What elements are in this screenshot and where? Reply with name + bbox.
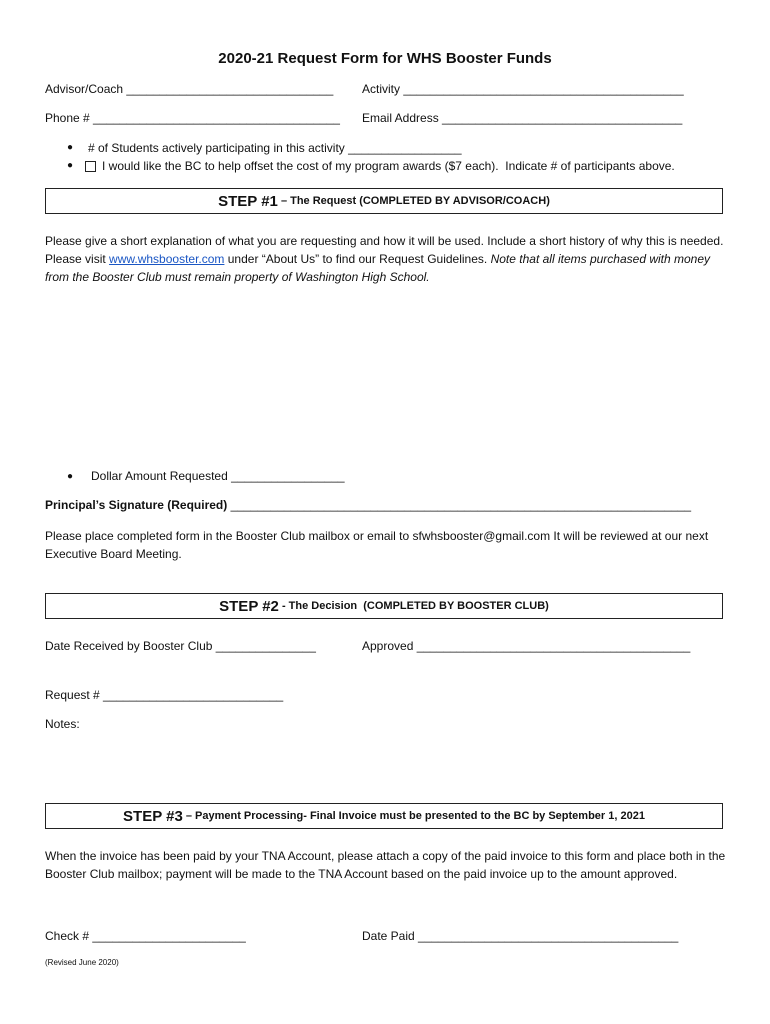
check-number-field[interactable]: Check # _______________________ xyxy=(45,929,246,943)
awards-label: I would like the BC to help offset the cost of my program awards ($7 each). Indicate # of participants above. xyxy=(102,159,675,173)
phone-field[interactable]: Phone # _____________________________________ xyxy=(45,111,340,125)
approved-field[interactable]: Approved _________________________________________ xyxy=(362,639,691,653)
step3-instructions: When the invoice has been paid by your TNA Account, please attach a copy of the paid invoice to this form and place both in the Booster Club mailbox; payment will be made to the TNA Account based on the paid invoice up to the amount approved. xyxy=(45,849,726,881)
principal-line: _____________________________________________________________________ xyxy=(227,498,692,512)
step1-header xyxy=(45,188,723,214)
awards-checkbox[interactable] xyxy=(85,161,96,172)
form-title: 2020-21 Request Form for WHS Booster Funds xyxy=(218,50,552,67)
step2-number: STEP #2 xyxy=(219,597,279,615)
revision-note: (Revised June 2020) xyxy=(45,958,119,967)
step1-subtitle: – The Request (COMPLETED BY ADVISOR/COACH) xyxy=(277,195,550,207)
step1-instructions xyxy=(45,232,730,286)
advisor-field[interactable]: Advisor/Coach _______________________________ xyxy=(45,82,334,96)
dollar-amount-field[interactable]: Dollar Amount Requested _________________ xyxy=(91,469,345,483)
instructions-text-2: under “About Us” to find our Request Guidelines. xyxy=(224,252,491,266)
bullet-icon: ● xyxy=(67,142,74,153)
activity-field[interactable]: Activity __________________________________________ xyxy=(362,82,684,96)
students-field[interactable]: # of Students actively participating in this activity _________________ xyxy=(88,141,462,155)
bullet-icon: ● xyxy=(67,160,74,171)
principal-signature-field[interactable] xyxy=(45,498,691,512)
date-paid-field[interactable]: Date Paid _______________________________________ xyxy=(362,929,679,943)
step3-subtitle: – Payment Processing- Final Invoice must be presented to the BC by September 1, 2021 xyxy=(182,810,645,822)
notes-label: Notes: xyxy=(45,717,80,731)
date-received-field[interactable]: Date Received by Booster Club _______________ xyxy=(45,639,316,653)
booster-link[interactable]: www.whsbooster.com xyxy=(109,252,225,266)
step3-number: STEP #3 xyxy=(123,807,183,825)
step1-number: STEP #1 xyxy=(218,192,278,210)
step2-subtitle: - The Decision (COMPLETED BY BOOSTER CLUB) xyxy=(278,600,549,612)
step2-header xyxy=(45,593,723,619)
email-field[interactable]: Email Address ____________________________________ xyxy=(362,111,683,125)
step3-header xyxy=(45,803,723,829)
instructions-note: Note that all items purchased with money from the Booster Club must remain property of Washington High School. xyxy=(45,252,711,284)
principal-label: Principal’s Signature (Required) xyxy=(45,498,228,512)
request-number-field[interactable]: Request # ___________________________ xyxy=(45,688,284,702)
instructions-text: Please give a short explanation of what you are requesting and how it will be used. Include a short history of why this is needed. Please visit xyxy=(45,234,724,266)
bullet-icon: ● xyxy=(67,471,74,482)
submit-note: Please place completed form in the Booster Club mailbox or email to sfwhsbooster@gmail.com It will be reviewed at our next Executive Board Meeting. xyxy=(45,529,709,561)
